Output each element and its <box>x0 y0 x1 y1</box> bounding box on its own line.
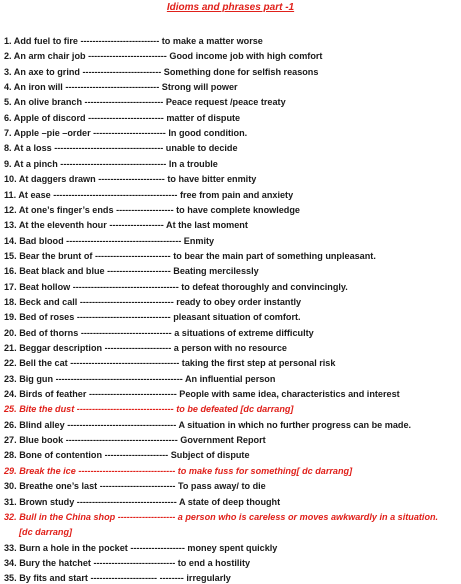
dash-leader: ----------------------------------- <box>60 158 167 169</box>
idiom-meaning: At the last moment <box>166 220 248 231</box>
list-item <box>4 51 459 62</box>
idiom-text: Bull in the China shop <box>19 511 116 522</box>
idiom-text: An axe to grind <box>13 66 80 77</box>
idiom-meaning: to bear the main part of something unpleasant. <box>173 250 376 261</box>
idiom-text: Bone of contention <box>19 450 103 461</box>
idiom-meaning: Subject of dispute <box>170 450 250 461</box>
list-item <box>4 420 459 431</box>
item-number: 1. <box>4 36 12 46</box>
idiom-text: Beat hollow <box>19 281 71 292</box>
list-item <box>4 251 459 262</box>
list-item <box>4 36 459 47</box>
list-item <box>4 190 459 201</box>
idiom-meaning: money spent quickly <box>187 542 278 553</box>
idiom-meaning: irregularly <box>186 573 231 584</box>
dash-leader: ------------------------------------ <box>70 358 180 369</box>
list-item <box>4 174 459 185</box>
idiom-text: An arm chair job <box>13 51 86 62</box>
dash-leader: -------------------------------- <box>76 404 174 415</box>
list-item <box>4 481 459 492</box>
idiom-text: At daggers drawn <box>18 174 96 185</box>
dash-leader: ------------------------- <box>94 250 171 261</box>
idiom-meaning: Peace request /peace treaty <box>165 97 286 108</box>
idiom-text: At a pinch <box>13 158 58 169</box>
idiom-meaning: matter of dispute <box>166 112 241 123</box>
item-number: 11. <box>4 189 17 200</box>
dash-leader: ------------------- <box>116 204 174 215</box>
item-number: 24. <box>4 389 17 400</box>
item-number: 35. <box>4 573 17 584</box>
item-number: 23. <box>4 373 17 384</box>
idiom-text: Breathe one’s last <box>19 481 98 492</box>
idiom-meaning: Strong will power <box>161 82 238 93</box>
idiom-meaning: A state of deep thought <box>178 496 281 507</box>
list-item <box>4 389 459 400</box>
dash-leader: ------------------------------- <box>65 82 160 93</box>
list-item <box>4 97 459 108</box>
idiom-text: Beggar description <box>19 343 103 353</box>
idiom-text: An olive branch <box>13 97 83 108</box>
item-number: 3. <box>4 66 12 77</box>
dash-leader: -------------------------- <box>82 66 162 77</box>
item-number: 31. <box>4 496 17 507</box>
item-number: 6. <box>4 112 12 123</box>
idiom-meaning: In a trouble <box>168 158 218 169</box>
idiom-text: Brown study <box>19 496 75 507</box>
item-number: 13. <box>4 220 17 231</box>
list-item <box>4 497 459 508</box>
idiom-text: Apple of discord <box>13 112 86 123</box>
idiom-text: Beck and call <box>19 296 78 307</box>
dash-leader: ------------------ <box>130 542 185 553</box>
idiom-text: Blind alley <box>19 419 65 430</box>
dash-leader: ----------------------------------------- <box>53 189 178 200</box>
list-item <box>4 143 459 154</box>
idiom-text: At ease <box>18 189 51 200</box>
dash-leader: --------------------- <box>104 450 169 461</box>
dash-leader: ------------------------ <box>93 128 166 139</box>
item-number: 12. <box>4 204 17 215</box>
idiom-meaning: to have complete knowledge <box>176 204 300 215</box>
idiom-text: An iron will <box>13 82 63 93</box>
item-number: 9. <box>4 158 12 169</box>
idiom-meaning: An influential person <box>184 373 276 384</box>
idiom-meaning: Beating mercilessly <box>173 266 259 277</box>
idiom-meaning: a person who is careless or moves awkwardly in a situation. <box>177 511 439 522</box>
dash-leader: -------------------------------------- <box>66 235 182 246</box>
item-number: 4. <box>4 82 12 93</box>
dash-leader: ------------------------- <box>88 112 164 123</box>
idiom-text: Birds of feather <box>19 389 87 400</box>
item-number: 16. <box>4 266 17 277</box>
idiom-meaning: to end a hostility <box>177 557 251 568</box>
item-number: 17. <box>4 281 17 292</box>
dash-leader: -------------------------- <box>84 97 164 108</box>
idiom-meaning: In good condition. <box>168 128 248 139</box>
item-number: 32. <box>4 511 17 522</box>
dash-leader: --------------------------- <box>93 557 176 568</box>
list-item <box>4 543 459 554</box>
idiom-meaning: Enmity <box>183 235 215 246</box>
dash-leader: ------------------------------------- <box>65 435 178 446</box>
item-number: 15. <box>4 250 17 261</box>
list-item <box>4 328 459 339</box>
idiom-meaning: pleasant situation of comfort. <box>173 312 301 323</box>
dash-leader: ---------------------- -------- <box>90 573 184 584</box>
dash-leader: ------------------------- <box>99 481 176 492</box>
item-number: 8. <box>4 143 12 154</box>
idiom-meaning: to defeat thoroughly and convincingly. <box>181 281 348 292</box>
idiom-meaning: taking the first step at personal risk <box>181 358 336 369</box>
idiom-text: Bear the brunt of <box>19 250 93 261</box>
idiom-text: At a loss <box>13 143 52 154</box>
idiom-meaning: to have bitter enmity <box>167 174 257 185</box>
dash-leader: ------------------------------ <box>80 327 172 338</box>
list-item <box>4 205 459 216</box>
list-item <box>4 450 459 461</box>
dash-leader: ------------------------------- <box>76 312 171 323</box>
dash-leader: --------------------------------- <box>76 496 177 507</box>
idiom-meaning: People with same idea, characteristics and interest <box>179 389 400 400</box>
dash-leader: ------------------------------- <box>79 296 174 307</box>
list-item <box>4 297 459 308</box>
item-number: 21. <box>4 343 17 353</box>
idiom-meaning: Good income job with high comfort <box>169 51 323 62</box>
dash-leader: ------------------ <box>109 220 164 231</box>
idiom-meaning: to make fuss for something[ dc darrang] <box>177 465 353 476</box>
idiom-meaning: a person with no resource <box>173 343 287 353</box>
idiom-text: Bed of roses <box>19 312 75 323</box>
idiom-text: Add fuel to fire <box>13 36 78 46</box>
dash-leader: ---------------------- <box>98 174 165 185</box>
idiom-text: At the eleventh hour <box>18 220 107 231</box>
item-number: 20. <box>4 327 17 338</box>
list-item <box>4 466 459 477</box>
idiom-text: Bite the dust <box>19 404 75 415</box>
idiom-meaning: to make a matter worse <box>161 36 263 46</box>
idiom-text: Beat black and blue <box>19 266 105 277</box>
idiom-text: Break the ice <box>19 465 76 476</box>
item-number: 19. <box>4 312 17 323</box>
idiom-text: Bury the hatchet <box>19 557 91 568</box>
item-number: 18. <box>4 296 17 307</box>
list-item <box>4 312 459 323</box>
item-number: 10. <box>4 174 17 185</box>
idiom-text: Bad blood <box>19 235 64 246</box>
item-number: 29. <box>4 465 17 476</box>
list-item <box>4 236 459 247</box>
item-number: 14. <box>4 235 17 246</box>
idiom-text: Bed of thorns <box>19 327 79 338</box>
idiom-text: Big gun <box>19 373 54 384</box>
list-item <box>4 128 459 139</box>
list-item <box>4 220 459 231</box>
list-item <box>4 343 459 354</box>
idiom-meaning: ready to obey order instantly <box>176 296 302 307</box>
item-number: 34. <box>4 557 17 568</box>
list-item <box>4 558 459 569</box>
dash-leader: -------------------------- <box>88 51 167 62</box>
list-item <box>4 435 459 446</box>
list-item <box>4 358 459 369</box>
dash-leader: --------------------- <box>107 266 171 277</box>
idiom-meaning: Government Report <box>180 435 266 446</box>
item-number: 22. <box>4 358 17 369</box>
idiom-text: Apple –pie –order <box>13 128 91 139</box>
item-number: 2. <box>4 51 12 62</box>
idiom-meaning: a situations of extreme difficulty <box>174 327 314 338</box>
list-item <box>4 159 459 170</box>
dash-leader: ----------------------------------- <box>72 281 179 292</box>
list-item <box>4 512 459 523</box>
item-number: 7. <box>4 128 12 139</box>
list-item <box>4 266 459 277</box>
dash-leader: ------------------------------------------ <box>55 373 183 384</box>
idiom-text: Bell the cat <box>19 358 68 369</box>
dash-leader: ----------------------------- <box>88 389 177 400</box>
dash-leader: ------------------------------------ <box>54 143 164 154</box>
item-number: 33. <box>4 542 17 553</box>
idiom-meaning: to be defeated [dc darrang] <box>176 404 294 415</box>
dash-leader: ---------------------- <box>104 343 172 353</box>
list-item <box>4 282 459 293</box>
item-number: 28. <box>4 450 17 461</box>
dash-leader: -------------------------- <box>80 36 160 46</box>
item-number: 25. <box>4 404 17 415</box>
item-number: 26. <box>4 419 17 430</box>
list-item <box>4 82 459 93</box>
list-item <box>4 67 459 78</box>
idiom-meaning: unable to decide <box>165 143 238 154</box>
meaning-continuation: [dc darrang] <box>19 527 73 538</box>
item-number: 5. <box>4 97 12 108</box>
idiom-text: By fits and start <box>19 573 88 584</box>
idiom-meaning: Something done for selfish reasons <box>163 66 319 77</box>
idiom-meaning: To pass away/ to die <box>177 481 266 492</box>
list-item <box>4 113 459 124</box>
item-number: 27. <box>4 435 17 446</box>
idiom-text: Blue book <box>19 435 64 446</box>
page-title: Idioms and phrases part -1 <box>166 2 295 13</box>
idiom-meaning: A situation in which no further progress can be made. <box>178 419 412 430</box>
idiom-text: At one’s finger’s ends <box>18 204 114 215</box>
list-item <box>4 374 459 385</box>
idiom-meaning: free from pain and anxiety <box>179 189 294 200</box>
list-item <box>4 573 459 584</box>
item-number: 30. <box>4 481 17 492</box>
idiom-text: Burn a hole in the pocket <box>19 542 128 553</box>
list-item <box>4 404 459 415</box>
dash-leader: ------------------- <box>117 511 176 522</box>
dash-leader: -------------------------------- <box>78 465 176 476</box>
dash-leader: ------------------------------------ <box>67 419 177 430</box>
